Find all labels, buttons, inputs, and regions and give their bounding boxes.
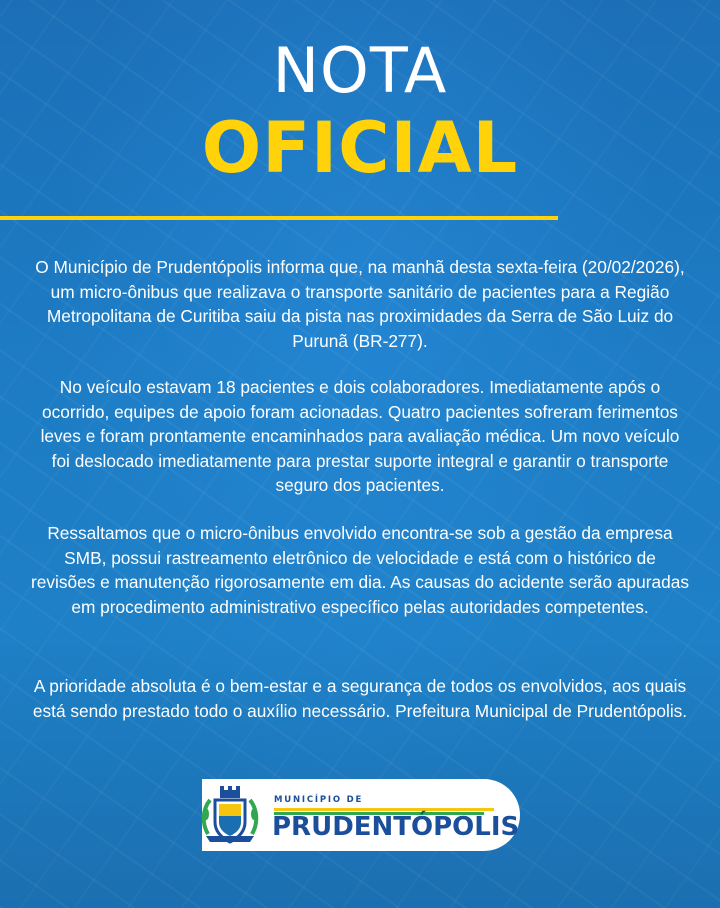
title-divider	[0, 216, 558, 220]
paragraph-3: Ressaltamos que o micro-ônibus envolvido encontra-se sob a gestão da empresa SMB, possui rastreamento eletrônico de velocidade e está com o histórico de revisões e manutenção rigorosamente em dia. As causas do acidente serão apuradas em procedimento administrativo específico pelas autoridades competentes.	[30, 523, 690, 617]
logo-yellow-stripe	[274, 808, 494, 811]
coat-of-arms-icon	[198, 784, 262, 848]
paragraph-4: A prioridade absoluta é o bem-estar e a segurança de todos os envolvidos, aos quais está sendo prestado todo o auxílio necessário. Prefeitura Municipal de Prudentópolis.	[32, 676, 688, 721]
title-nota: NOTA	[272, 34, 448, 107]
logo-prudentopolis: PRUDENTÓPOLIS	[272, 812, 520, 842]
logo-municipio-de: MUNICÍPIO DE	[274, 795, 364, 805]
title-oficial: OFICIAL	[201, 107, 519, 189]
paragraph-1: O Município de Prudentópolis informa que, na manhã desta sexta-feira (20/02/2026), um micro-ônibus que realizava o transporte sanitário de pacientes para a Região Metropolitana de Curitiba saiu da pista nas proximidades da Serra de São Luiz do Purunã (BR-277).	[35, 257, 685, 351]
paragraph-2: No veículo estavam 18 pacientes e dois colaboradores. Imediatamente após o ocorrido, equipes de apoio foram acionadas. Quatro pacientes sofreram ferimentos leves e foram prontamente encaminhados para avaliação médica. Um novo veículo foi deslocado imediatamente para prestar suporte integral e garantir o transporte seguro dos pacientes.	[40, 377, 680, 495]
